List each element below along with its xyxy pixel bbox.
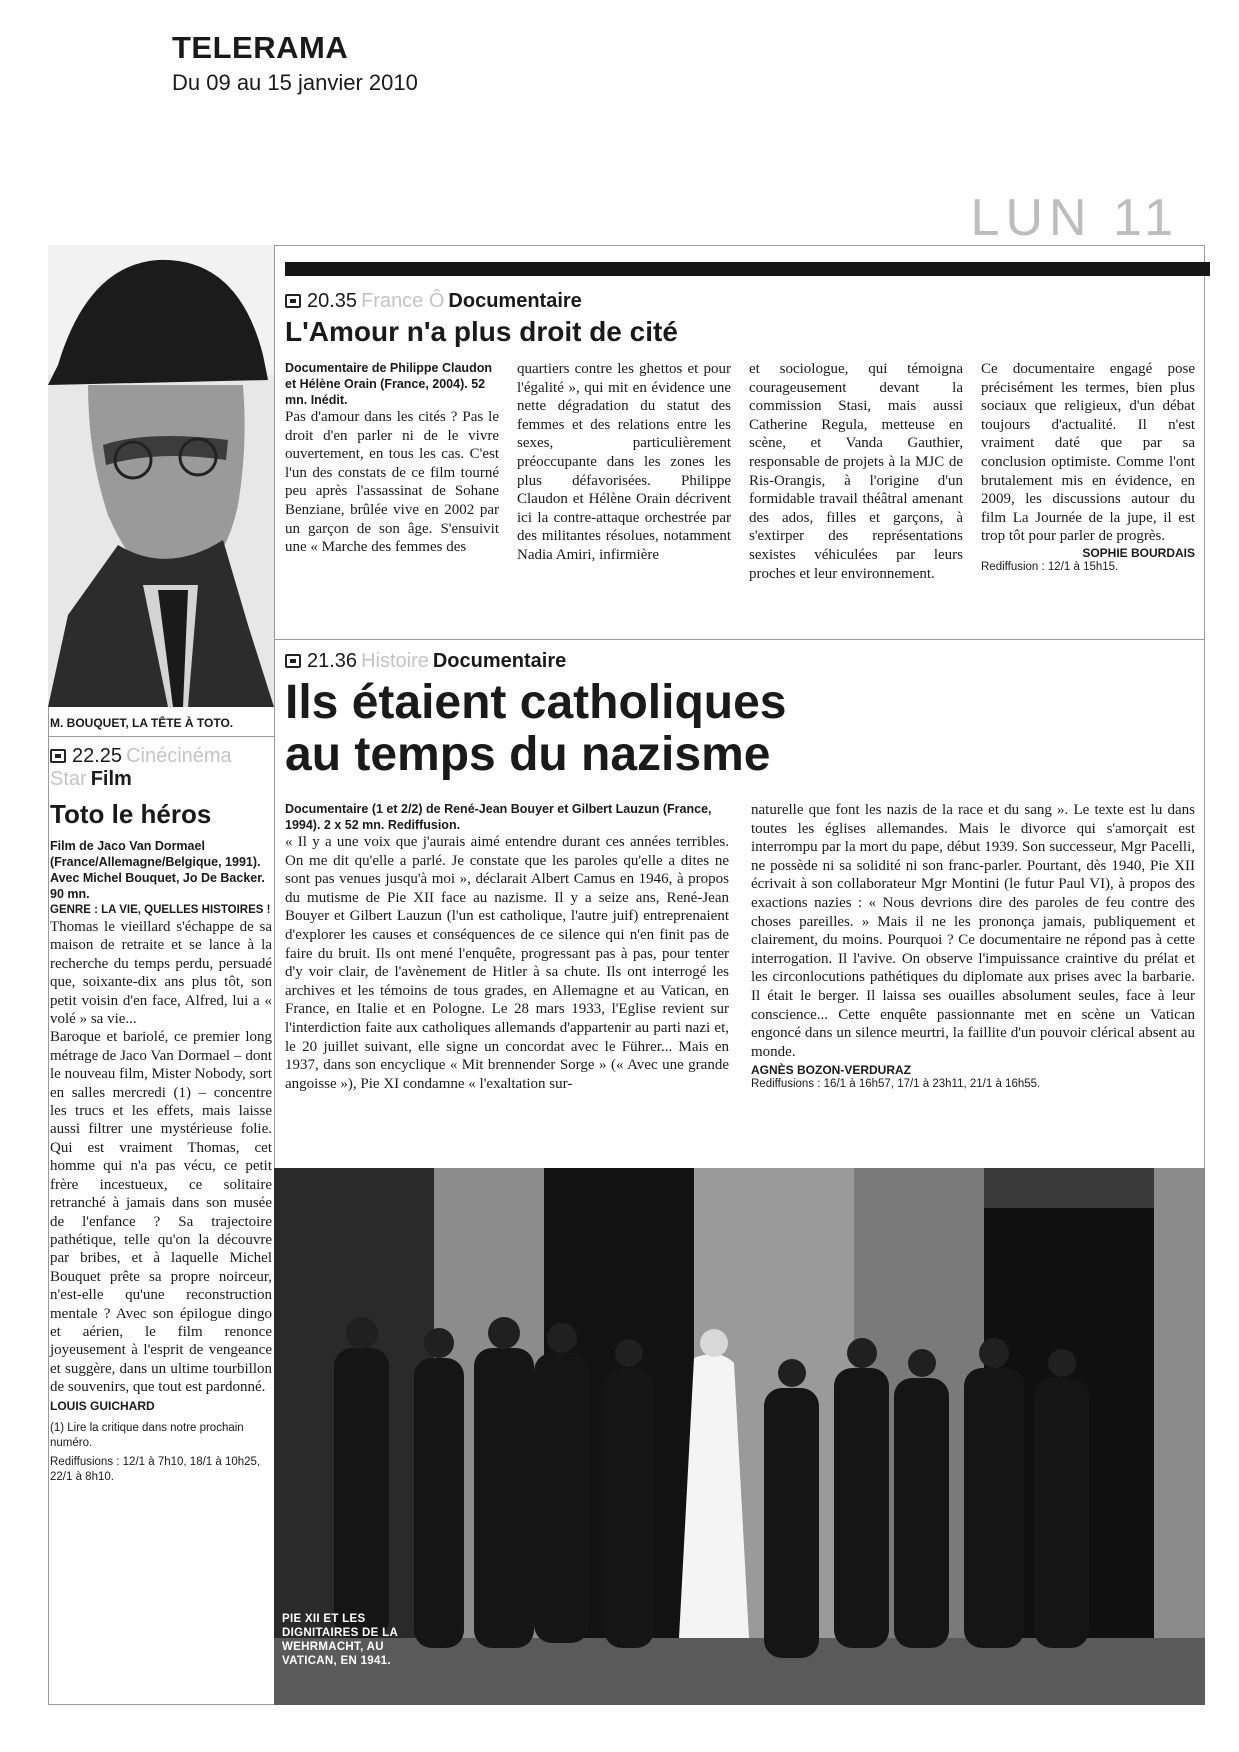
- article2-channel: Histoire: [361, 650, 429, 672]
- article1-time: 20.35: [307, 290, 358, 312]
- sidebar-paragraph: Baroque et bariolé, ce premier long métrage de Jaco Van Dormael – dont le nouveau film, Mister Nobody, sort en salles mercredi (1) – concentre les trucs et les effets, mais laisse aussi filtrer une mystérieuse folie. Qui est vraiment Thomas, cet homme qui n'a pas vécu, ce petit frère incestueux, ce solitaire retranché à jamais dans son musée de l'enfance ? Sa trajectoire pathétique, telle qu'on la découvre par bribes, et à laquelle Michel Bouquet prête sa propre noirceur, n'est-elle qu'une reconstruction mentale ? Avec son épilogue dingo et aérien, le film renonce joyeusement à l'esprit de vengeance et suggère, dans un ultime tourbillon de souvenirs, que tout est pardonné.: [50, 1029, 272, 1396]
- sidebar-channel: Cinécinéma Star: [50, 745, 232, 790]
- article2-time: 21.36: [307, 650, 358, 672]
- sidebar-article: [50, 745, 272, 1485]
- publication-name: TELERAMA: [172, 30, 349, 65]
- portrait-caption: M. BOUQUET, LA TÊTE À TOTO.: [50, 716, 234, 730]
- article-2: [285, 650, 1195, 1093]
- sidebar-rediffusions: Rediffusions : 12/1 à 7h10, 18/1 à 10h25, 22/1 à 8h10.: [50, 1455, 261, 1483]
- article2-rediffusions: Rediffusions : 16/1 à 16h57, 17/1 à 23h11, 21/1 à 16h55.: [751, 1078, 1041, 1091]
- article1-columns: [285, 360, 1195, 583]
- sidebar-credits: Film de Jaco Van Dormael (France/Allemagne/Belgique, 1991). Avec Michel Bouquet, Jo De Backer. 90 mn.: [50, 839, 265, 901]
- article1-text-1: Pas d'amour dans les cités ? Pas le droit d'en parler ni de le vivre ouvertement, en tous les cas. C'est l'un des constats de ce film tourné peu après l'assassinat de Sohane Benziane, brûlée vive en 2002 par un garçon de son âge. S'ensuivit une « Marche des femmes des: [285, 409, 499, 556]
- sidebar-body: [50, 918, 272, 1397]
- sidebar-time: 22.25: [72, 745, 123, 767]
- article1-credits: Documentaire de Philippe Claudon et Hélène Orain (France, 2004). 52 mn. Inédit.: [285, 361, 492, 407]
- tv-icon: [285, 654, 301, 668]
- article-1: [285, 290, 1195, 583]
- article2-slot: [285, 650, 1195, 673]
- sidebar-footnote: (1) Lire la critique dans notre prochain numéro.: [50, 1421, 244, 1449]
- tv-icon: [285, 294, 301, 308]
- article2-text-1: « Il y a une voix que j'aurais aimé entendre durant ces années terribles. On me dit qu'elle a parlé. Je constate que les paroles qu'elle a dites ne sont pas venues jusqu'à moi », déclarait Albert Camus en 1946, à propos du mutisme de Pie XII face au nazisme. Il y a seize ans, René-Jean Bouyer et Gilbert Lauzun (l'un est catholique, l'autre juif) entreprenaient d'explorer les causes et conséquences de ce silence qui n'en finit pas de faire du bruit. Ils ont mené l'enquête, progressant pas à pas, pour tenter d'y voir clair, de l'avènement de Hitler à sa chute. Ils ont interrogé les archives et les témoins de tous grades, en Allemagne et au Vatican, en France, en Italie et en Pologne. Le 28 mars 1933, l'Eglise revient sur l'interdiction faite aux catholiques allemands d'appartenir au parti nazi et, le 20 juillet suivant, elle signe un concordat avec le Führer... Mais en 1937, dans son encyclique « Mit brennender Sorge » (« Avec une grande angoisse »), Pie XI condamne « l'exaltation sur-: [285, 834, 729, 1092]
- sidebar-slot: [50, 745, 272, 791]
- article2-byline: AGNÈS BOZON-VERDURAZ: [751, 1063, 912, 1078]
- sidebar-paragraph: Thomas le vieillard s'échappe de sa maison de retraite et se lance à la recherche du temps perdu, persuadé que, soixante-dix ans plus tôt, son petit voisin d'en face, Alfred, lui a « volé » sa vie...: [50, 919, 272, 1028]
- article1-text-4: Ce documentaire engagé pose précisément les termes, bien plus sociaux que religieux, d'un débat toujours d'actualité. Il n'est vraiment daté que par sa conclusion optimiste. Comme l'ont brutalement mis en évidence, en 2009, les discussions autour du film La Journée de la jupe, il est trop tôt pour parler de progrès.: [981, 361, 1195, 545]
- article2-columns: [285, 801, 1195, 1093]
- article1-rediffusion: Rediffusion : 12/1 à 15h15.: [981, 560, 1119, 573]
- article1-col-1: [285, 360, 499, 583]
- article1-text-3: et sociologue, qui témoigna courageusement devant la commission Stasi, mais aussi Catherine Regula, metteuse en scène, et Vanda Gauthier, responsable de projets à la MJC de Ris-Orangis, à l'origine d'un formidable travail théâtral amenant des ados, filles et garçons, à s'extirper des représentations sexistes véhiculées par leurs proches et leur environnement.: [749, 361, 963, 582]
- vatican-photo-caption: PIE XII ET LES DIGNITAIRES DE LA WEHRMACHT, AU VATICAN, EN 1941.: [282, 1613, 398, 1667]
- sidebar-byline: LOUIS GUICHARD: [50, 1398, 155, 1413]
- article-divider: [274, 639, 1205, 640]
- article1-col-4: [981, 360, 1195, 583]
- top-rule: [285, 262, 1210, 276]
- article1-title: L'Amour n'a plus droit de cité: [285, 316, 678, 347]
- portrait-photo: [48, 245, 274, 707]
- article2-credits: Documentaire (1 et 2/2) de René-Jean Bouyer et Gilbert Lauzun (France, 1994). 2 x 52 mn. Rediffusion.: [285, 802, 712, 832]
- sidebar-genre: Film: [90, 768, 132, 790]
- tv-icon: [50, 749, 66, 763]
- article1-channel: France Ô: [361, 290, 445, 312]
- article1-genre: Documentaire: [448, 290, 582, 312]
- sidebar-genre-note: GENRE : LA VIE, QUELLES HISTOIRES !: [50, 904, 271, 916]
- sidebar-title: Toto le héros: [50, 799, 212, 829]
- article2-col-2: [751, 801, 1195, 1093]
- article2-col-1: [285, 801, 729, 1093]
- article2-title-line-1: Ils étaient catholiques: [285, 676, 787, 729]
- article2-text-2: naturelle que font les nazis de la race et du sang ». Le texte est lu dans toutes les églises allemandes. Mais le divorce qui s'amorçait est interrompu par la mort du pape, début 1939. Son successeur, Mgr Pacelli, ne possède ni sa solidité ni son franc-parler. Pourtant, dès 1940, Pie XII écrivait à son collaborateur Mgr Montini (le futur Paul VI), à propos des exactions nazies : « Nous devrions dire des paroles de feu contre des choses pareilles. » Mais il ne les prononça jamais, publiquement et clairement, du moins. Pourquoi ? Ce documentaire ne répond pas à cette interrogation. Il l'avive. On observe l'impuissance craintive du prélat et les circonlocutions pathétiques du diplomate aux prises avec la barbarie. Il était le berger. Il laissa ses ouailles absolument seules, face à leur conscience... Cette enquête passionnante met en scène un Vatican engoncé dans un silence meurtri, la faillite d'un pouvoir clérical absent au monde.: [751, 802, 1195, 1060]
- article2-title-line-2: au temps du nazisme: [285, 728, 771, 781]
- article1-text-2: quartiers contre les ghettos et pour l'égalité », qui mit en évidence une nette dégradation du statut des femmes et des relations entre les sexes, particulièrement préoccupante dans les zones les plus défavorisées. Philippe Claudon et Hélène Orain décrivent ici la contre-attaque orchestrée par des militantes résolues, notamment Nadia Amiri, infirmière: [517, 361, 731, 563]
- article1-byline: SOPHIE BOURDAIS: [1082, 545, 1195, 560]
- publication-date: Du 09 au 15 janvier 2010: [172, 70, 418, 95]
- day-label: LUN 11: [970, 189, 1179, 247]
- sidebar-divider: [48, 736, 274, 737]
- article1-slot: [285, 290, 1195, 313]
- article2-genre: Documentaire: [432, 650, 567, 672]
